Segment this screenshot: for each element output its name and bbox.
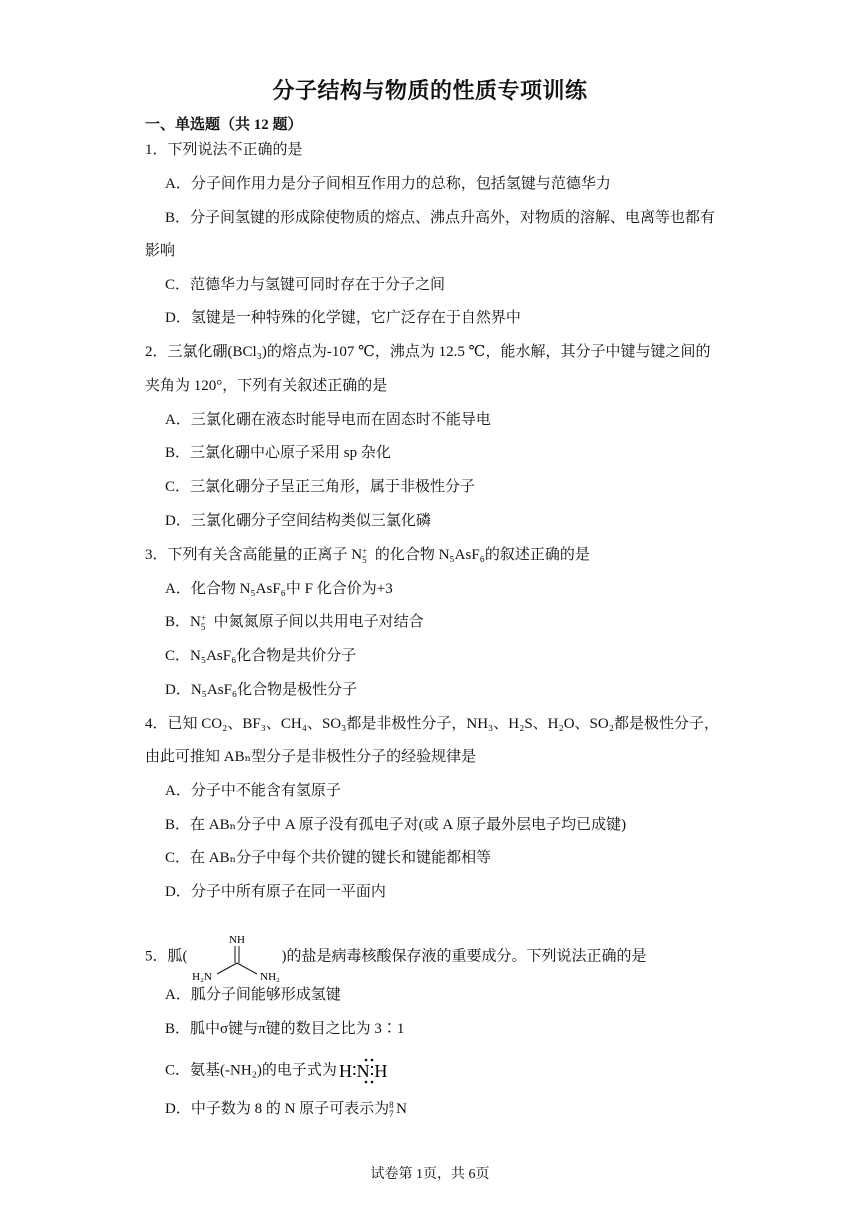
ion-label [362, 546, 371, 566]
question-1-option-c: C．范德华力与氢键可同时存在于分子之间 [165, 277, 446, 293]
page-title: 分子结构与物质的性质专项训练 [272, 78, 588, 103]
nuclide-symbol: N [396, 1101, 408, 1117]
question-3-stem [145, 545, 590, 566]
question-5-option-d [165, 1099, 407, 1120]
guanidine-structure [188, 932, 282, 982]
question-2-option-a: A．三氯化硼在液态时能导电而在固态时不能导电 [165, 412, 491, 428]
question-5-option-b: B．胍中σ键与π键的数目之比为 3∶1 [165, 1021, 405, 1037]
section-heading: 一、单选题（共 12 题） [145, 117, 303, 133]
question-4-option-a: A．分子中不能含有氢原子 [165, 783, 341, 799]
ion-charge: + [362, 545, 368, 556]
ion-subscript: 5 [200, 621, 206, 632]
question-3-option-c: C．N₅AsF₆化合物是共价分子 [165, 648, 357, 664]
struct-left-label: H₂N [191, 971, 212, 982]
question-1-option-b-cont: 影响 [145, 243, 176, 259]
question-5-option-c [165, 1057, 407, 1085]
question-2-option-b: B．三氯化硼中心原子采用 sp 杂化 [165, 445, 391, 461]
question-5-stem-a: 5．胍( [145, 948, 188, 965]
question-5-stem [145, 932, 647, 982]
question-4-stem-cont: 由此可推知 ABₙ型分子是非极性分子的经验规律是 [145, 749, 477, 765]
question-3-option-b-b: 中氮氮原子间以共用电子对结合 [213, 614, 424, 630]
page-footer: 试卷第 1页，共 6页 [370, 1167, 490, 1182]
question-3-option-b [165, 612, 424, 633]
question-3-stem-a: 3．下列有关含高能量的正离子 N [145, 547, 363, 563]
struct-top-label: NH [228, 934, 245, 946]
question-3-stem-b: 的化合物 N₅AsF₆的叙述正确的是 [374, 547, 590, 563]
question-5-option-a: A．胍分子间能够形成氢键 [165, 987, 341, 1003]
question-2-option-c: C．三氯化硼分子呈正三角形，属于非极性分子 [165, 479, 476, 495]
question-1-option-d: D．氢键是一种特殊的化学键，它广泛存在于自然界中 [165, 310, 521, 326]
nuclide-atomic-number: 7 [389, 1108, 394, 1119]
question-5-option-d-text: D．中子数为 8 的 N 原子可表示为 [165, 1101, 390, 1117]
question-3-option-b-a: B．N [165, 614, 201, 630]
amino-lewis-structure [337, 1057, 407, 1085]
lewis-formula: H∶N∶H [338, 1061, 388, 1081]
ion-charge: + [200, 612, 206, 623]
question-5-option-c-text: C．氨基(-NH₂)的电子式为 [165, 1062, 337, 1079]
question-4-option-b: B．在 ABₙ分子中 A 原子没有孤电子对(或 A 原子最外层电子均已成键) [165, 817, 627, 833]
question-5-stem-b: )的盐是病毒核酸保存液的重要成分。下列说法正确的是 [281, 948, 647, 965]
question-3-option-a: A．化合物 N₅AsF₆中 F 化合价为+3 [165, 581, 393, 597]
question-1-option-b: B．分子间氢键的形成除使物质的熔点、沸点升高外，对物质的溶解、电离等也都有 [165, 210, 716, 226]
ion-label [201, 613, 210, 633]
question-4-stem: 4．已知 CO₂、BF₃、CH₄、SO₃都是非极性分子，NH₃、H₂S、H₂O、SO₂都是极性分子， [145, 716, 719, 732]
question-1-stem: 1．下列说法不正确的是 [145, 142, 303, 158]
question-4-option-d: D．分子中所有原子在同一平面内 [165, 884, 386, 900]
question-2-option-d: D．三氯化硼分子空间结构类似三氯化磷 [165, 513, 431, 529]
question-4-option-c: C．在 ABₙ分子中每个共价键的键长和键能都相等 [165, 850, 492, 866]
question-2-stem-cont: 夹角为 120°，下列有关叙述正确的是 [145, 378, 388, 394]
question-2-stem: 2．三氯化硼(BCl₃)的熔点为-107 ℃，沸点为 12.5 ℃，能水解，其分子中键与键之间的 [145, 344, 711, 360]
struct-right-label: NH₂ [259, 971, 280, 982]
nuclide-mass-number: 8 [389, 1099, 394, 1110]
question-1-option-a: A．分子间作用力是分子间相互作用力的总称，包括氢键与范德华力 [165, 176, 611, 192]
ion-subscript: 5 [362, 554, 367, 565]
question-3-option-d: D．N₅AsF₆化合物是极性分子 [165, 682, 358, 698]
nuclide-label [389, 1100, 396, 1120]
